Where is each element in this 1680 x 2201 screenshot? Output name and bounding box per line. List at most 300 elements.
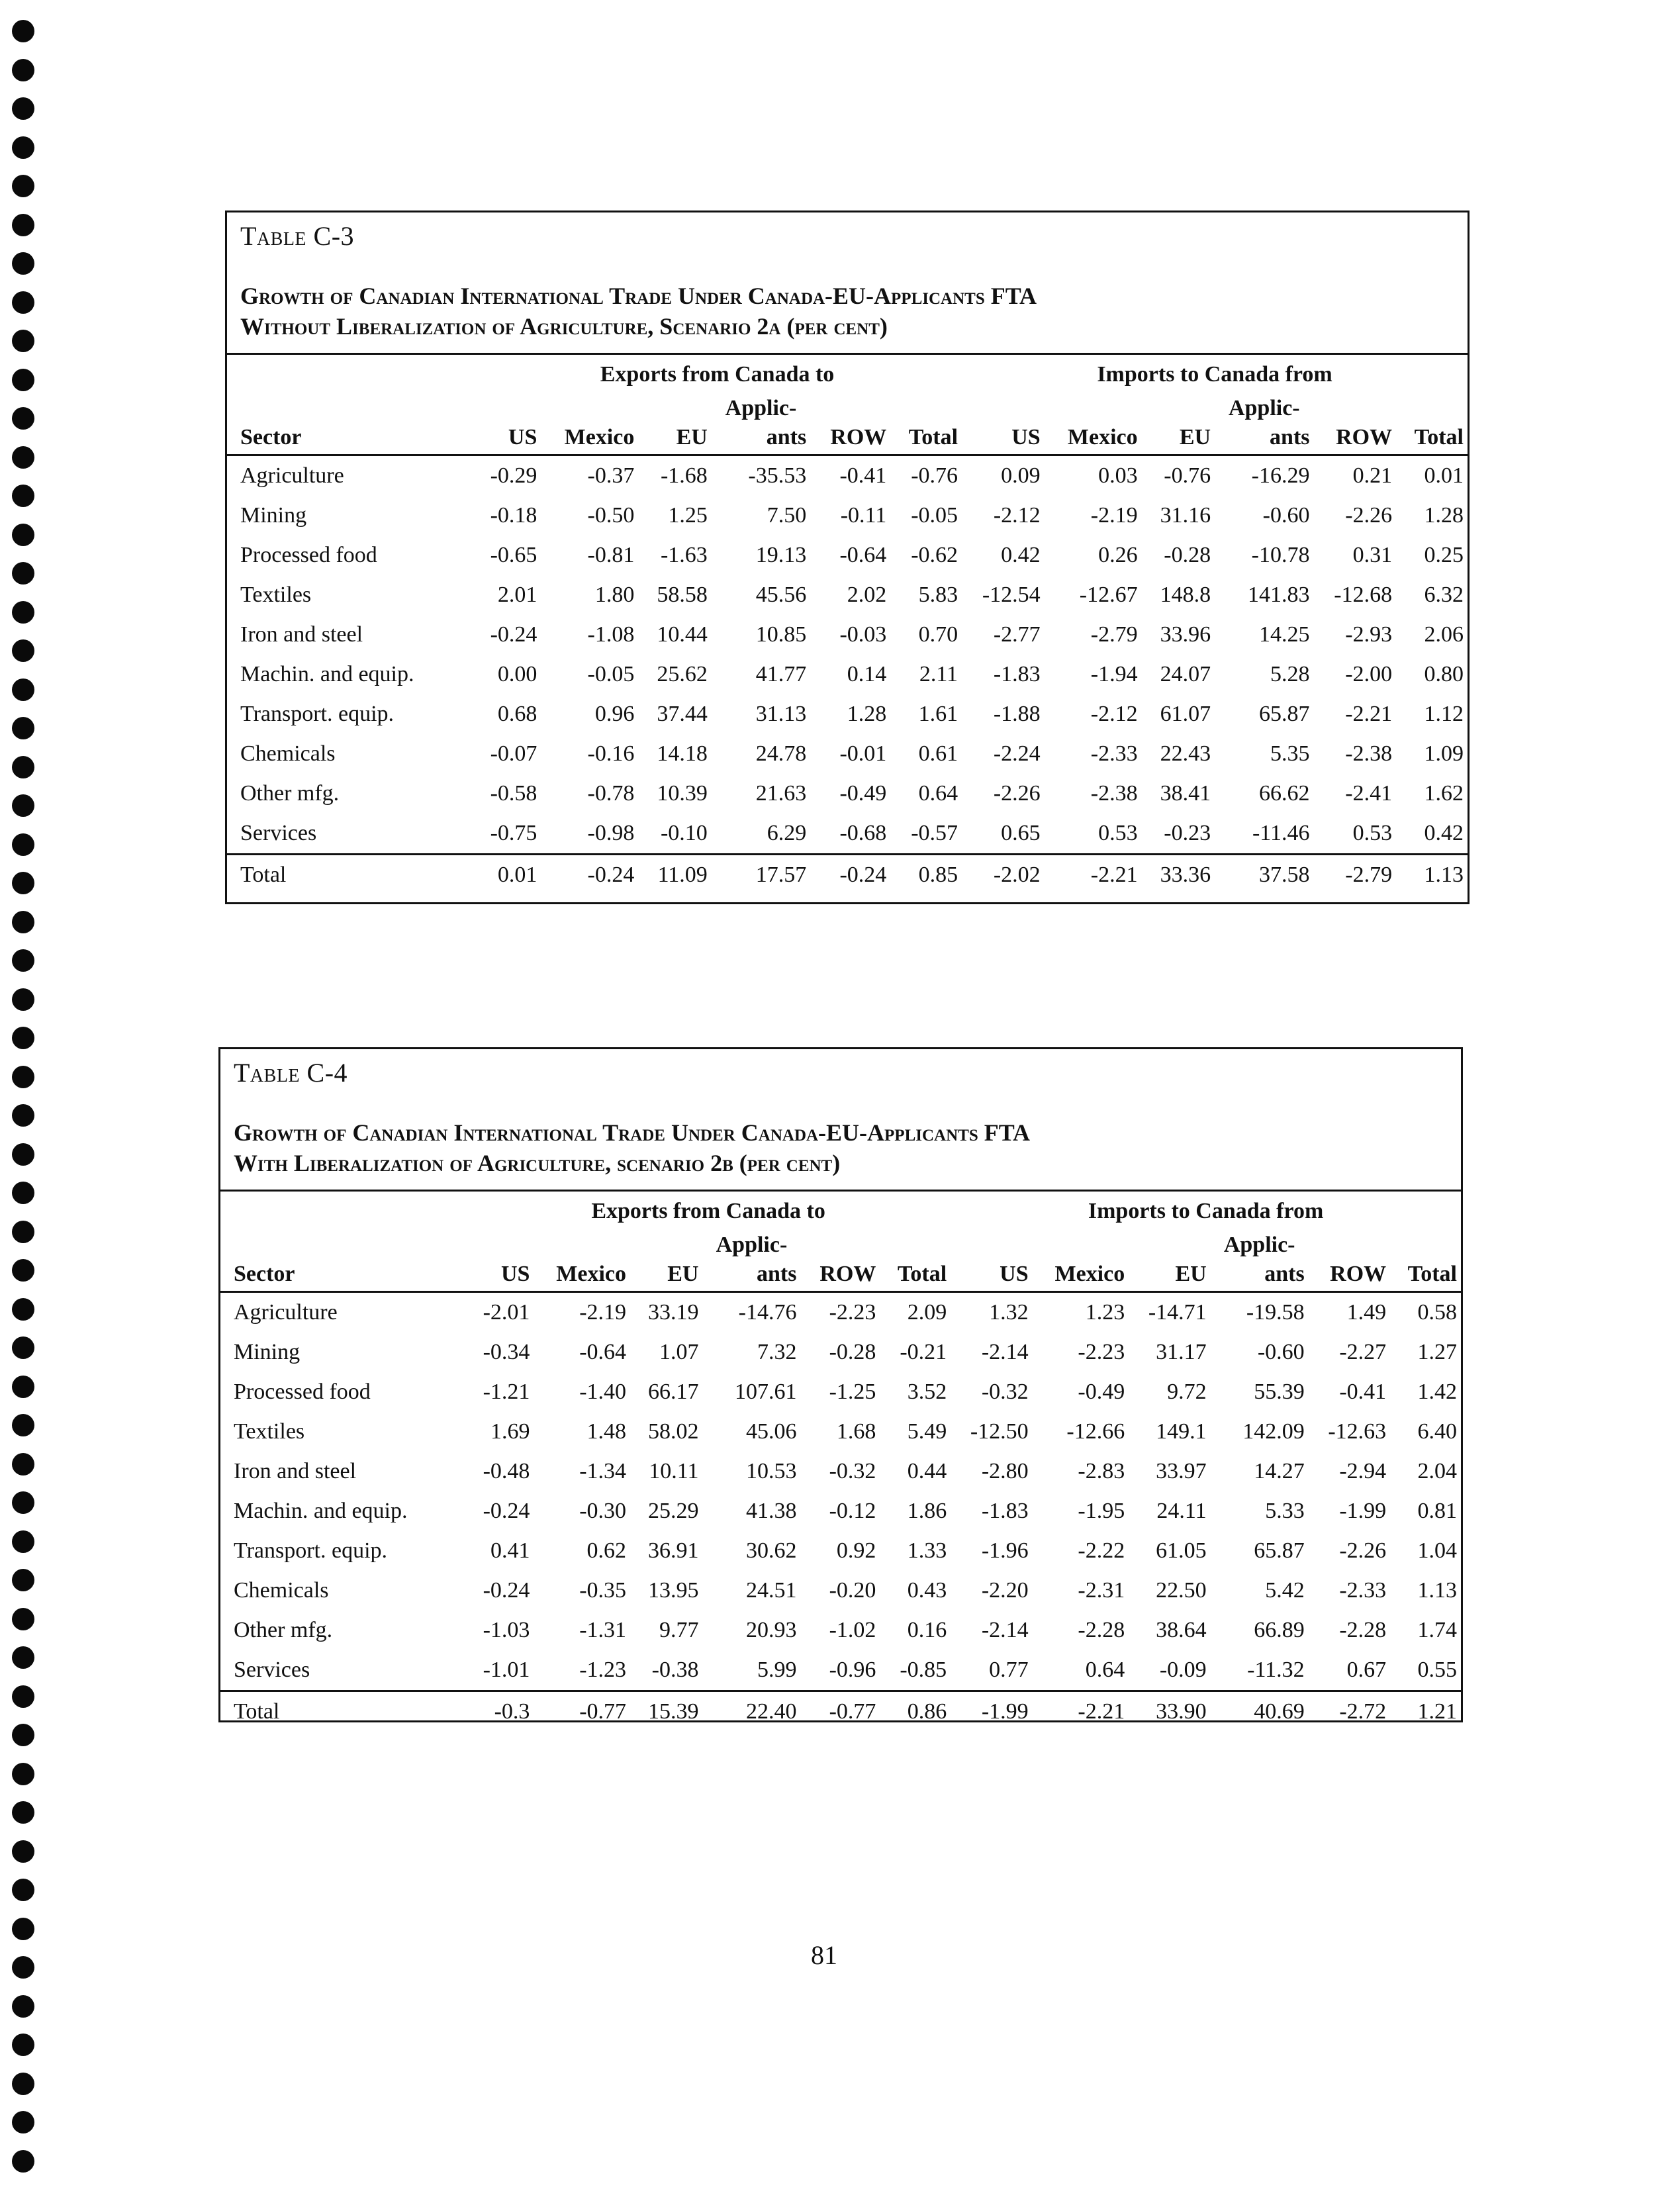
total-cell: 22.40 bbox=[702, 1691, 800, 1732]
sector-name: Agriculture bbox=[240, 463, 344, 488]
table-cell: -0.34 bbox=[483, 1340, 530, 1364]
table-cell: -0.32 bbox=[829, 1459, 876, 1483]
table-cell: -2.12 bbox=[993, 503, 1041, 528]
column-header-top: Applic- bbox=[716, 1233, 788, 1257]
column-header: ants bbox=[712, 422, 810, 455]
table-cell: 21.63 bbox=[755, 781, 807, 806]
table-row bbox=[227, 496, 1468, 536]
table-cell: 31.17 bbox=[1156, 1340, 1207, 1364]
binding-hole bbox=[12, 1298, 34, 1321]
binding-hole bbox=[12, 717, 34, 739]
total-cell: -2.21 bbox=[1045, 855, 1142, 896]
table-cell: -0.64 bbox=[579, 1340, 627, 1364]
table-row bbox=[227, 774, 1468, 814]
table-cell: -12.66 bbox=[1066, 1419, 1125, 1444]
binding-hole bbox=[12, 291, 34, 314]
page-number: 81 bbox=[811, 1940, 837, 1970]
table-row bbox=[220, 1292, 1461, 1333]
total-cell: -2.21 bbox=[1033, 1691, 1129, 1732]
table-cell: -12.54 bbox=[982, 583, 1041, 607]
binding-hole bbox=[12, 794, 34, 817]
table-c3-header bbox=[227, 212, 1468, 355]
table-cell: -0.37 bbox=[587, 463, 635, 488]
table-cell: 0.96 bbox=[594, 702, 635, 726]
table-cell: -0.96 bbox=[829, 1658, 876, 1682]
table-cell: 14.25 bbox=[1259, 622, 1310, 647]
table-cell: -2.19 bbox=[1090, 503, 1138, 528]
group-header-row bbox=[227, 355, 1468, 395]
table-cell: 33.96 bbox=[1160, 622, 1211, 647]
binding-hole bbox=[12, 369, 34, 391]
column-header-top bbox=[541, 395, 638, 422]
table-cell: 37.44 bbox=[657, 702, 708, 726]
table-cell: 1.86 bbox=[907, 1499, 947, 1523]
table-cell: 13.95 bbox=[647, 1578, 699, 1603]
table-c4-grid bbox=[220, 1192, 1461, 1732]
table-title-line2: With Liberalization of Agriculture, scenario 2b (per cent) bbox=[234, 1150, 841, 1176]
column-header: EU bbox=[630, 1259, 702, 1292]
table-cell: -0.29 bbox=[490, 463, 537, 488]
column-header: ROW bbox=[1309, 1259, 1390, 1292]
table-cell: -0.03 bbox=[839, 622, 887, 647]
binding-hole bbox=[12, 252, 34, 275]
sector-name: Other mfg. bbox=[234, 1618, 333, 1642]
table-cell: -1.21 bbox=[483, 1380, 530, 1404]
table-cell: 10.39 bbox=[657, 781, 708, 806]
table-cell: 5.49 bbox=[907, 1419, 947, 1444]
table-cell: 1.04 bbox=[1417, 1538, 1457, 1563]
table-cell: 0.26 bbox=[1098, 543, 1138, 567]
binding-hole bbox=[12, 1221, 34, 1243]
binding-hole bbox=[12, 136, 34, 159]
binding-hole bbox=[12, 175, 34, 197]
table-row bbox=[220, 1372, 1461, 1412]
table-cell: 5.83 bbox=[918, 583, 958, 607]
table-cell: -0.28 bbox=[829, 1340, 876, 1364]
table-cell: 1.42 bbox=[1417, 1380, 1457, 1404]
binding-hole bbox=[12, 601, 34, 624]
table-cell: 1.13 bbox=[1417, 1578, 1457, 1603]
column-header-top bbox=[962, 395, 1045, 422]
table-cell: -2.28 bbox=[1078, 1618, 1125, 1642]
table-cell: 0.03 bbox=[1098, 463, 1138, 488]
table-cell: -0.41 bbox=[839, 463, 887, 488]
table-cell: -2.27 bbox=[1339, 1340, 1387, 1364]
binding-hole bbox=[12, 1143, 34, 1166]
table-cell: 41.38 bbox=[745, 1499, 797, 1523]
table-cell: -1.94 bbox=[1090, 662, 1138, 686]
table-row bbox=[227, 694, 1468, 734]
table-cell: -0.85 bbox=[900, 1658, 947, 1682]
column-header-top bbox=[534, 1231, 630, 1259]
table-cell: 22.50 bbox=[1156, 1578, 1207, 1603]
table-cell: -0.57 bbox=[911, 821, 958, 845]
table-cell: 10.11 bbox=[649, 1459, 699, 1483]
table-cell: 10.44 bbox=[657, 622, 708, 647]
column-header: ROW bbox=[810, 422, 890, 455]
table-cell: 14.27 bbox=[1254, 1459, 1305, 1483]
binding-hole bbox=[12, 1763, 34, 1785]
table-cell: 9.72 bbox=[1167, 1380, 1207, 1404]
table-cell: 38.41 bbox=[1160, 781, 1211, 806]
table-cell: -0.98 bbox=[587, 821, 635, 845]
table-cell: -12.63 bbox=[1328, 1419, 1387, 1444]
table-cell: 6.32 bbox=[1424, 583, 1464, 607]
table-cell: -1.25 bbox=[829, 1380, 876, 1404]
table-cell: -0.05 bbox=[587, 662, 635, 686]
table-cell: 1.07 bbox=[659, 1340, 699, 1364]
table-cell: -0.41 bbox=[1339, 1380, 1387, 1404]
table-cell: -2.80 bbox=[981, 1459, 1029, 1483]
binding-hole bbox=[12, 756, 34, 778]
table-cell: -0.24 bbox=[483, 1578, 530, 1603]
table-cell: -12.50 bbox=[970, 1419, 1029, 1444]
binding-holes bbox=[12, 20, 38, 2191]
table-cell: 1.27 bbox=[1417, 1340, 1457, 1364]
table-cell: -0.10 bbox=[660, 821, 708, 845]
table-cell: 20.93 bbox=[745, 1618, 797, 1642]
table-cell: 58.02 bbox=[647, 1419, 699, 1444]
column-header: US bbox=[951, 1259, 1032, 1292]
table-title-line2: Without Liberalization of Agriculture, Scenario 2a (per cent) bbox=[240, 313, 888, 340]
column-header: EU bbox=[1142, 422, 1215, 455]
table-cell: -0.65 bbox=[490, 543, 537, 567]
column-header-top: Applic- bbox=[725, 396, 797, 420]
column-header: Sector bbox=[227, 422, 473, 455]
column-header: Total bbox=[1396, 422, 1468, 455]
table-cell: 31.16 bbox=[1160, 503, 1211, 528]
column-header: ants bbox=[702, 1259, 800, 1292]
table-cell: 107.61 bbox=[734, 1380, 797, 1404]
table-cell: 0.61 bbox=[918, 741, 958, 766]
table-cell: -0.64 bbox=[839, 543, 887, 567]
total-cell: 37.58 bbox=[1215, 855, 1313, 896]
column-header: Mexico bbox=[534, 1259, 630, 1292]
sector-name: Processed food bbox=[240, 543, 377, 567]
table-cell: 1.68 bbox=[836, 1419, 876, 1444]
total-cell: 1.21 bbox=[1390, 1691, 1461, 1732]
table-cell: -0.12 bbox=[829, 1499, 876, 1523]
sector-name: Services bbox=[240, 821, 317, 845]
column-header: Mexico bbox=[1045, 422, 1142, 455]
table-cell: -0.23 bbox=[1164, 821, 1211, 845]
table-cell: -0.48 bbox=[483, 1459, 530, 1483]
table-cell: -2.33 bbox=[1090, 741, 1138, 766]
table-row bbox=[220, 1571, 1461, 1611]
column-header-top bbox=[1142, 395, 1215, 422]
total-cell: -0.77 bbox=[800, 1691, 880, 1732]
table-cell: 61.05 bbox=[1156, 1538, 1207, 1563]
column-header-top bbox=[810, 395, 890, 422]
exports-group-header: Exports from Canada to bbox=[600, 362, 835, 387]
binding-hole bbox=[12, 59, 34, 81]
binding-hole bbox=[12, 1491, 34, 1514]
table-cell: -0.28 bbox=[1164, 543, 1211, 567]
binding-hole bbox=[12, 1182, 34, 1204]
sector-name: Mining bbox=[234, 1340, 301, 1364]
table-cell: 24.78 bbox=[755, 741, 807, 766]
table-cell: 45.06 bbox=[745, 1419, 797, 1444]
imports-group-header: Imports to Canada from bbox=[1088, 1199, 1324, 1223]
binding-hole bbox=[12, 1066, 34, 1088]
table-cell: 55.39 bbox=[1254, 1380, 1305, 1404]
table-cell: 0.43 bbox=[907, 1578, 947, 1603]
table-cell: -0.05 bbox=[911, 503, 958, 528]
table-row bbox=[227, 814, 1468, 855]
table-cell: 0.64 bbox=[918, 781, 958, 806]
table-row bbox=[220, 1491, 1461, 1531]
table-cell: -2.26 bbox=[1339, 1538, 1387, 1563]
table-cell: -14.76 bbox=[738, 1300, 797, 1325]
table-cell: -1.34 bbox=[579, 1459, 627, 1483]
exports-group-header: Exports from Canada to bbox=[591, 1199, 825, 1223]
total-cell: 33.36 bbox=[1142, 855, 1215, 896]
binding-hole bbox=[12, 1646, 34, 1669]
table-cell: 1.33 bbox=[907, 1538, 947, 1563]
binding-hole bbox=[12, 1801, 34, 1824]
table-cell: -0.76 bbox=[1164, 463, 1211, 488]
table-cell: -1.40 bbox=[579, 1380, 627, 1404]
binding-hole bbox=[12, 1453, 34, 1475]
table-cell: 2.01 bbox=[497, 583, 537, 607]
table-cell: 33.97 bbox=[1156, 1459, 1207, 1483]
table-row bbox=[220, 1650, 1461, 1691]
column-header: Total bbox=[880, 1259, 951, 1292]
table-cell: 0.41 bbox=[490, 1538, 530, 1563]
table-cell: 14.18 bbox=[657, 741, 708, 766]
table-cell: 0.58 bbox=[1417, 1300, 1457, 1325]
table-cell: -2.79 bbox=[1090, 622, 1138, 647]
total-cell: 33.90 bbox=[1129, 1691, 1210, 1732]
total-cell: -0.24 bbox=[541, 855, 638, 896]
table-cell: -0.60 bbox=[1257, 1340, 1305, 1364]
binding-hole bbox=[12, 1685, 34, 1708]
table-cell: 9.77 bbox=[659, 1618, 699, 1642]
binding-hole bbox=[12, 2073, 34, 2095]
table-cell: -2.19 bbox=[579, 1300, 627, 1325]
table-cell: -0.50 bbox=[587, 503, 635, 528]
table-cell: 5.28 bbox=[1270, 662, 1310, 686]
total-cell: 40.69 bbox=[1211, 1691, 1309, 1732]
column-header-top bbox=[1309, 1231, 1390, 1259]
total-cell: -2.72 bbox=[1309, 1691, 1390, 1732]
table-cell: -1.99 bbox=[1339, 1499, 1387, 1523]
table-cell: 0.62 bbox=[586, 1538, 627, 1563]
total-cell: 1.13 bbox=[1396, 855, 1468, 896]
column-header-top bbox=[1033, 1231, 1129, 1259]
table-row bbox=[220, 1333, 1461, 1372]
sector-name: Services bbox=[234, 1658, 310, 1682]
column-header: EU bbox=[1129, 1259, 1210, 1292]
binding-hole bbox=[12, 20, 34, 42]
table-cell: -1.23 bbox=[579, 1658, 627, 1682]
table-cell: -2.77 bbox=[993, 622, 1041, 647]
total-cell: -2.79 bbox=[1314, 855, 1397, 896]
table-cell: -1.83 bbox=[993, 662, 1041, 686]
table-cell: 10.85 bbox=[755, 622, 807, 647]
binding-hole bbox=[12, 407, 34, 430]
sector-name: Iron and steel bbox=[240, 622, 363, 647]
table-cell: 24.51 bbox=[745, 1578, 797, 1603]
table-cell: -1.08 bbox=[587, 622, 635, 647]
table-cell: 1.49 bbox=[1346, 1300, 1387, 1325]
column-header-top-row bbox=[220, 1231, 1461, 1259]
table-cell: -0.16 bbox=[587, 741, 635, 766]
sector-name: Chemicals bbox=[234, 1578, 329, 1603]
table-cell: 1.48 bbox=[586, 1419, 627, 1444]
table-cell: -0.38 bbox=[651, 1658, 699, 1682]
sector-name: Agriculture bbox=[234, 1300, 338, 1325]
table-cell: -2.14 bbox=[981, 1340, 1029, 1364]
column-header: Mexico bbox=[1033, 1259, 1129, 1292]
table-cell: 1.74 bbox=[1417, 1618, 1457, 1642]
table-cell: -2.38 bbox=[1345, 741, 1393, 766]
table-cell: -0.18 bbox=[490, 503, 537, 528]
table-cell: -2.12 bbox=[1090, 702, 1138, 726]
sector-name: Textiles bbox=[240, 583, 312, 607]
table-cell: -2.31 bbox=[1078, 1578, 1125, 1603]
binding-hole bbox=[12, 330, 34, 352]
table-cell: -2.21 bbox=[1345, 702, 1393, 726]
table-label: Table C-3 bbox=[240, 221, 355, 251]
binding-hole bbox=[12, 97, 34, 120]
table-c4-header bbox=[220, 1049, 1461, 1192]
table-cell: 141.83 bbox=[1248, 583, 1310, 607]
column-header: EU bbox=[638, 422, 711, 455]
group-header-spacer bbox=[220, 1192, 466, 1231]
table-cell: -0.32 bbox=[981, 1380, 1029, 1404]
sector-name: Mining bbox=[240, 503, 307, 528]
table-cell: 1.23 bbox=[1085, 1300, 1125, 1325]
total-cell: 11.09 bbox=[638, 855, 711, 896]
column-header-top bbox=[951, 1231, 1032, 1259]
table-cell: 41.77 bbox=[755, 662, 807, 686]
table-cell: 2.02 bbox=[847, 583, 887, 607]
total-cell: 15.39 bbox=[630, 1691, 702, 1732]
table-cell: 31.13 bbox=[755, 702, 807, 726]
group-header-row bbox=[220, 1192, 1461, 1231]
table-cell: 149.1 bbox=[1156, 1419, 1207, 1444]
total-cell: -0.3 bbox=[466, 1691, 534, 1732]
table-c4 bbox=[218, 1047, 1463, 1722]
table-cell: 0.16 bbox=[907, 1618, 947, 1642]
table-cell: 5.99 bbox=[757, 1658, 797, 1682]
table-cell: 6.29 bbox=[767, 821, 807, 845]
column-header: ROW bbox=[1314, 422, 1397, 455]
binding-hole bbox=[12, 1259, 34, 1282]
total-cell: 0.85 bbox=[890, 855, 962, 896]
table-cell: 0.53 bbox=[1352, 821, 1393, 845]
binding-hole bbox=[12, 1104, 34, 1127]
table-cell: 1.80 bbox=[594, 583, 635, 607]
table-cell: 0.65 bbox=[1001, 821, 1041, 845]
sector-name: Transport. equip. bbox=[234, 1538, 388, 1563]
table-cell: 0.14 bbox=[847, 662, 887, 686]
total-cell: 17.57 bbox=[712, 855, 810, 896]
table-cell: 0.44 bbox=[907, 1459, 947, 1483]
column-header: Total bbox=[890, 422, 962, 455]
table-cell: 1.28 bbox=[847, 702, 887, 726]
binding-hole bbox=[12, 949, 34, 972]
binding-hole bbox=[12, 562, 34, 585]
table-label: Table C-4 bbox=[234, 1058, 348, 1088]
table-cell: -0.49 bbox=[1078, 1380, 1125, 1404]
table-cell: -1.02 bbox=[829, 1618, 876, 1642]
table-cell: -2.14 bbox=[981, 1618, 1029, 1642]
table-cell: 0.70 bbox=[918, 622, 958, 647]
binding-hole bbox=[12, 1879, 34, 1901]
total-row bbox=[227, 855, 1468, 896]
table-cell: 1.32 bbox=[989, 1300, 1029, 1325]
column-header-top bbox=[1129, 1231, 1210, 1259]
table-cell: -0.30 bbox=[579, 1499, 627, 1523]
table-cell: -0.24 bbox=[490, 622, 537, 647]
column-header: ROW bbox=[800, 1259, 880, 1292]
table-cell: 0.53 bbox=[1098, 821, 1138, 845]
column-header-top bbox=[1314, 395, 1397, 422]
table-cell: -2.93 bbox=[1345, 622, 1393, 647]
table-cell: 7.50 bbox=[767, 503, 807, 528]
table-cell: -11.46 bbox=[1252, 821, 1310, 845]
column-header: Mexico bbox=[541, 422, 638, 455]
table-cell: 0.01 bbox=[1424, 463, 1464, 488]
table-cell: -10.78 bbox=[1251, 543, 1310, 567]
table-cell: -0.35 bbox=[579, 1578, 627, 1603]
binding-hole bbox=[12, 1995, 34, 2018]
binding-hole bbox=[12, 988, 34, 1011]
total-cell: -1.99 bbox=[951, 1691, 1032, 1732]
column-header: ants bbox=[1211, 1259, 1309, 1292]
column-header-row bbox=[227, 422, 1468, 455]
column-header: US bbox=[466, 1259, 534, 1292]
total-cell: -0.77 bbox=[534, 1691, 630, 1732]
table-cell: -1.01 bbox=[483, 1658, 530, 1682]
binding-hole bbox=[12, 1027, 34, 1049]
table-cell: -2.24 bbox=[993, 741, 1041, 766]
table-cell: 1.09 bbox=[1424, 741, 1464, 766]
table-cell: -0.07 bbox=[490, 741, 537, 766]
table-cell: 30.62 bbox=[745, 1538, 797, 1563]
table-cell: -0.21 bbox=[900, 1340, 947, 1364]
table-cell: -2.23 bbox=[829, 1300, 876, 1325]
binding-hole bbox=[12, 911, 34, 933]
column-header: Sector bbox=[220, 1259, 466, 1292]
table-cell: 5.33 bbox=[1265, 1499, 1305, 1523]
table-cell: -2.94 bbox=[1339, 1459, 1387, 1483]
binding-hole bbox=[12, 872, 34, 894]
binding-hole bbox=[12, 639, 34, 662]
table-cell: 0.81 bbox=[1417, 1499, 1457, 1523]
table-row bbox=[227, 455, 1468, 496]
binding-hole bbox=[12, 1530, 34, 1553]
table-cell: 0.42 bbox=[1424, 821, 1464, 845]
table-cell: -0.78 bbox=[587, 781, 635, 806]
sector-name: Iron and steel bbox=[234, 1459, 357, 1483]
table-cell: 7.32 bbox=[757, 1340, 797, 1364]
table-cell: -16.29 bbox=[1251, 463, 1310, 488]
table-cell: 5.35 bbox=[1270, 741, 1310, 766]
table-cell: -1.63 bbox=[660, 543, 708, 567]
table-cell: 19.13 bbox=[755, 543, 807, 567]
table-cell: -12.68 bbox=[1334, 583, 1393, 607]
table-cell: -2.26 bbox=[993, 781, 1041, 806]
total-cell: 0.86 bbox=[880, 1691, 951, 1732]
group-header-spacer bbox=[227, 355, 473, 395]
column-header: US bbox=[473, 422, 541, 455]
table-cell: -1.68 bbox=[660, 463, 708, 488]
table-title-line1: Growth of Canadian International Trade Under Canada-EU-Applicants FTA bbox=[234, 1119, 1031, 1146]
table-row bbox=[227, 575, 1468, 615]
